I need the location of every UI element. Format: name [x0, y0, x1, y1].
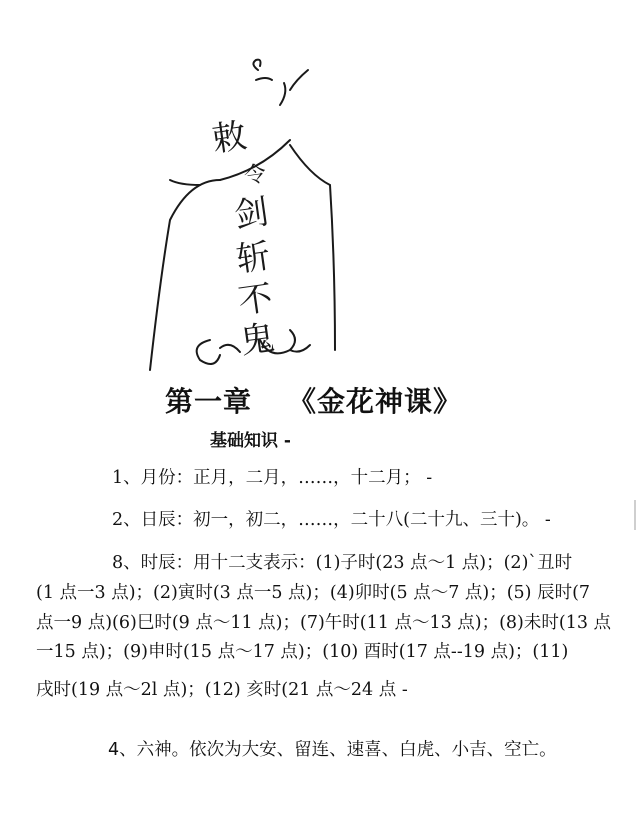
talisman-glyph: 剑	[231, 191, 272, 237]
text-line: 点一9 点)(6)巳时(9 点～11 点)；(7)午时(11 点～13 点)；(8)未时(13 点	[36, 613, 612, 633]
text-line: (1 点一3 点)；(2)寅时(3 点一5 点)；(4)卯时(5 点～7 点)；(5) 辰时(7	[36, 583, 591, 603]
chapter-book-title: 《金花神课》	[288, 385, 463, 418]
text-line: 8、时辰：用十二支表示：(1)子时(23 点～1 点)；(2)`丑时	[112, 553, 573, 573]
talisman-glyph: 不	[235, 277, 276, 323]
text-line: 1、月份：正月，二月，……，十二月； -	[112, 468, 433, 488]
text-line: 4、六神。依次为大安、留连、速喜、白虎、小吉、空亡。	[108, 740, 557, 760]
text-line: 一15 点)；(9)申时(15 点～17 点)；(10) 酉时(17 点--19 点)；(11)	[36, 642, 569, 662]
talisman-drawing	[140, 50, 340, 380]
text-line: 戌时(19 点～2l 点)；(12) 亥时(21 点～24 点 -	[36, 680, 408, 700]
talisman-glyph: 鬼	[237, 317, 278, 363]
text-line: 2、日辰：初一，初二，……，二十八(二十九、三十)。 -	[112, 510, 551, 530]
section-subtitle: 基础知识 -	[210, 431, 291, 451]
talisman-glyph: 令	[242, 161, 268, 190]
chapter-title	[165, 380, 462, 420]
talisman-glyph: 敕	[209, 115, 250, 161]
chapter-heading: 第一章	[165, 385, 253, 418]
talisman-glyph: 斩	[233, 235, 274, 281]
